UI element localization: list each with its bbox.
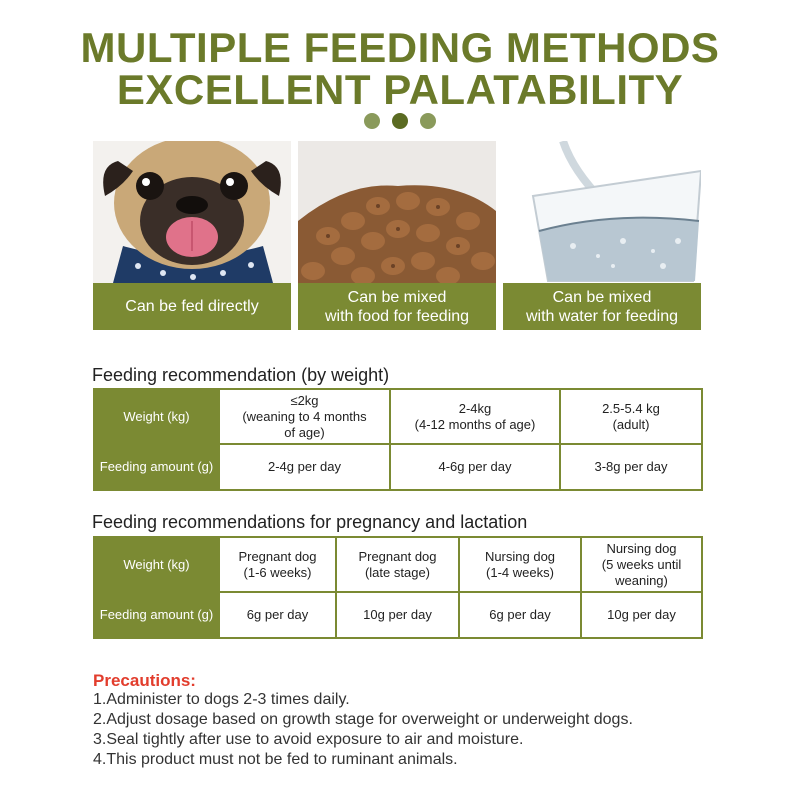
table-cell: ≤2kg (weaning to 4 months of age) (219, 389, 390, 444)
precaution-item: 3.Seal tightly after use to avoid exposure to air and moisture. (93, 731, 524, 748)
caption-text: Can be mixed with water for feeding (525, 288, 679, 325)
row-header-feeding-amount: Feeding amount (g) (94, 592, 219, 638)
weight-table-title: Feeding recommendation (by weight) (92, 365, 390, 385)
table-row (94, 592, 702, 638)
table-cell: 10g per day (336, 592, 459, 638)
headline-line-1: MULTIPLE FEEDING METHODS (80, 24, 720, 71)
pregnancy-feeding-table (93, 536, 703, 639)
table-cell: 6g per day (219, 592, 336, 638)
pug-dog-photo (93, 141, 291, 283)
table-cell: 3-8g per day (560, 444, 702, 490)
table-cell: 6g per day (459, 592, 581, 638)
weight-feeding-table (93, 388, 703, 491)
table-cell: 4-6g per day (390, 444, 560, 490)
carousel-dot[interactable] (364, 113, 380, 129)
table-cell: Pregnant dog (1-6 weeks) (219, 537, 336, 592)
table-cell: 2-4g per day (219, 444, 390, 490)
carousel-dot[interactable] (420, 113, 436, 129)
carousel-dots (0, 113, 800, 134)
table-cell: Nursing dog (1-4 weeks) (459, 537, 581, 592)
carousel-dot-active[interactable] (392, 113, 408, 129)
table-cell: Pregnant dog (late stage) (336, 537, 459, 592)
precaution-item: 2.Adjust dosage based on growth stage for overweight or underweight dogs. (93, 711, 633, 728)
table-cell: 2.5-5.4 kg (adult) (560, 389, 702, 444)
caption-mixed-with-food (298, 283, 496, 330)
pregnancy-table-title: Feeding recommendations for pregnancy and lactation (92, 512, 528, 532)
row-header-weight: Weight (kg) (94, 537, 219, 592)
table-row (94, 389, 702, 444)
water-glass-photo (503, 141, 701, 283)
table-row (94, 537, 702, 592)
row-header-weight: Weight (kg) (94, 389, 219, 444)
headline-line-2: EXCELLENT PALATABILITY (116, 66, 684, 113)
precautions-title: Precautions: (93, 671, 196, 690)
caption-mixed-with-water (503, 283, 701, 330)
table-cell: 10g per day (581, 592, 702, 638)
table-row (94, 444, 702, 490)
dog-food-kibble-photo (298, 141, 496, 283)
caption-text: Can be fed directly (125, 298, 259, 315)
table-cell: Nursing dog (5 weeks until weaning) (581, 537, 702, 592)
table-cell: 2-4kg (4-12 months of age) (390, 389, 560, 444)
caption-text: Can be mixed with food for feeding (324, 288, 470, 325)
row-header-feeding-amount: Feeding amount (g) (94, 444, 219, 490)
caption-fed-directly (93, 283, 291, 330)
precaution-item: 4.This product must not be fed to ruminant animals. (93, 751, 458, 768)
precaution-item: 1.Administer to dogs 2-3 times daily. (93, 691, 350, 708)
